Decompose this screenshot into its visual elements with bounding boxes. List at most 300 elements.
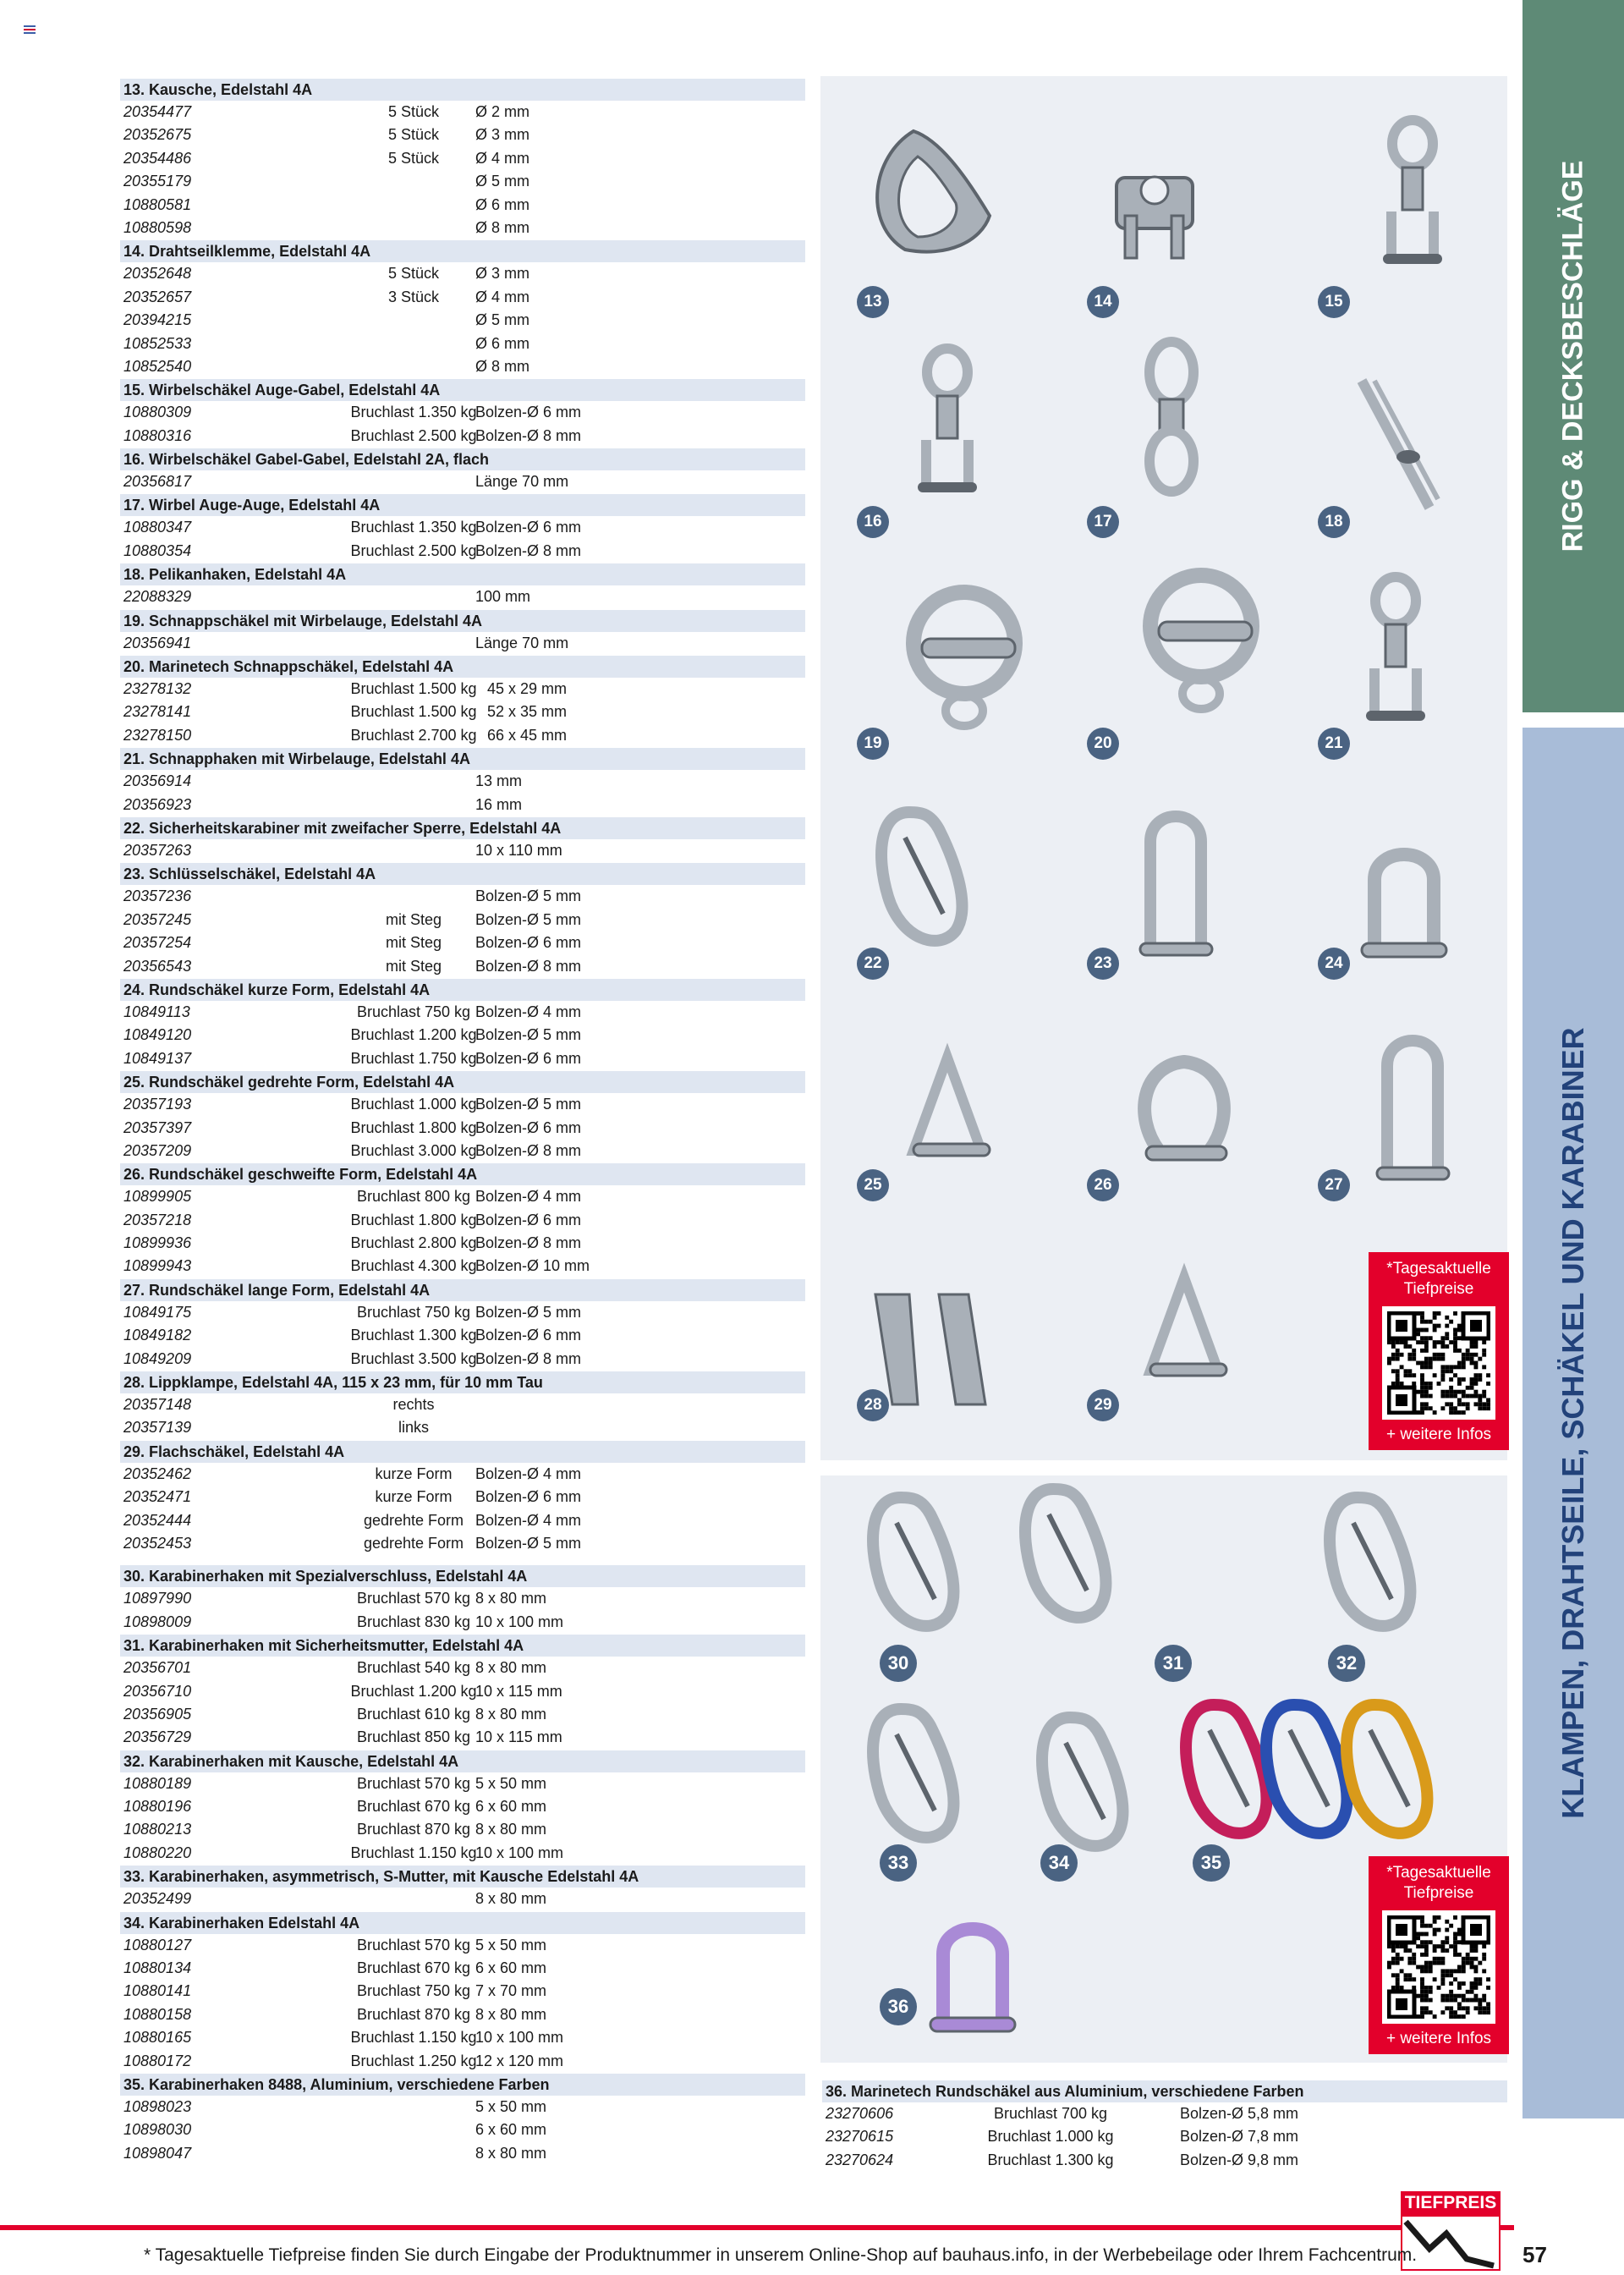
table-row (120, 1185, 805, 1208)
product-spec: 10 x 115 mm (475, 1682, 562, 1700)
product-spec: 10 x 115 mm (475, 1728, 562, 1746)
product-detail: Bruchlast 570 kg (356, 1774, 471, 1792)
item-number-badge: 34 (1040, 1844, 1078, 1882)
product-number: 10852533 (123, 334, 192, 352)
product-detail: rechts (392, 1396, 435, 1414)
product-spec: Ø 8 mm (475, 218, 530, 236)
table-row (120, 1348, 805, 1371)
product-detail: Bruchlast 830 kg (356, 1613, 471, 1630)
product-spec: Bolzen-Ø 6 mm (475, 1327, 582, 1344)
product-image-33 (863, 1701, 990, 1874)
product-number: 10880141 (123, 1982, 192, 2000)
product-spec: 45 x 29 mm (487, 680, 568, 698)
product-spec: 100 mm (475, 588, 531, 606)
product-spec: 8 x 80 mm (475, 1821, 547, 1838)
product-spec: Bolzen-Ø 4 mm (475, 1188, 582, 1206)
product-number: 20357254 (123, 934, 192, 952)
table-row (120, 170, 805, 193)
table-row (120, 1726, 805, 1749)
section-heading: 35. Karabinerhaken 8488, Aluminium, verschiedene Farben (120, 2074, 805, 2096)
product-spec: Ø 4 mm (475, 149, 530, 167)
item-number-badge: 18 (1318, 506, 1350, 538)
table-row (120, 1001, 805, 1024)
table-row (120, 1980, 805, 2003)
product-number: 20356941 (123, 634, 192, 651)
product-image-21 (1345, 575, 1455, 749)
product-spec: Ø 2 mm (475, 103, 530, 120)
section-heading: 36. Marinetech Rundschäkel aus Aluminium, verschiedene Farben (822, 2080, 1507, 2102)
table-row (120, 2003, 805, 2026)
table-row (120, 1232, 805, 1255)
product-number: 20355179 (123, 173, 192, 190)
product-number: 10880309 (123, 404, 192, 421)
product-number: 10849113 (123, 1003, 190, 1020)
section-heading: 24. Rundschäkel kurze Form, Edelstahl 4A (120, 979, 805, 1001)
item-number-badge: 25 (857, 1169, 889, 1201)
table-row (120, 1093, 805, 1116)
item-number-badge: 30 (880, 1645, 917, 1682)
product-number: 20357193 (123, 1096, 192, 1113)
table-row (120, 1024, 805, 1047)
product-image-19 (888, 575, 1032, 749)
product-number: 20357263 (123, 841, 192, 859)
product-number: 10880189 (123, 1774, 192, 1792)
product-number: 20357236 (123, 887, 192, 905)
product-detail: mit Steg (385, 957, 442, 975)
item-number-badge: 14 (1087, 286, 1119, 318)
table-row (120, 2096, 805, 2118)
product-number: 10880127 (123, 1936, 192, 1954)
product-spec: Bolzen-Ø 5 mm (475, 910, 582, 928)
product-spec: Bolzen-Ø 6 mm (475, 934, 582, 952)
product-number: 20352444 (123, 1511, 192, 1529)
product-detail: Bruchlast 1.150 kg (350, 1844, 477, 1861)
menu-icon[interactable] (24, 25, 36, 34)
product-spec: Bolzen-Ø 4 mm (475, 1464, 582, 1482)
table-row (120, 1463, 805, 1486)
section-heading: 23. Schlüsselschäkel, Edelstahl 4A (120, 863, 805, 885)
table-row (120, 309, 805, 332)
product-detail: Bruchlast 750 kg (356, 1982, 471, 2000)
product-detail: Bruchlast 1.500 kg (350, 680, 477, 698)
table-row (120, 1301, 805, 1324)
product-number: 10849182 (123, 1327, 192, 1344)
product-spec: Ø 3 mm (475, 265, 530, 283)
product-spec: Bolzen-Ø 8 mm (475, 1234, 582, 1252)
product-spec: Bolzen-Ø 8 mm (475, 426, 582, 444)
table-row (120, 355, 805, 378)
product-number: 20356729 (123, 1728, 192, 1746)
product-spec: Bolzen-Ø 5 mm (475, 1096, 582, 1113)
table-row (120, 1255, 805, 1278)
product-number: 23278141 (123, 703, 192, 721)
product-number: 10880158 (123, 2005, 192, 2023)
product-image-30 (863, 1489, 981, 1662)
product-spec: Bolzen-Ø 6 mm (475, 1049, 582, 1067)
item-number-badge: 24 (1318, 948, 1350, 980)
product-detail: gedrehte Form (363, 1511, 464, 1529)
qr-text-1: *Tagesaktuelle (1386, 1260, 1491, 1278)
product-number: 10849175 (123, 1303, 192, 1321)
product-detail: links (398, 1419, 429, 1437)
item-number-badge: 16 (857, 506, 889, 538)
product-spec: 10 x 100 mm (475, 2029, 564, 2047)
product-number: 10899943 (123, 1257, 192, 1275)
table-row (120, 217, 805, 239)
section-heading: 16. Wirbelschäkel Gabel-Gabel, Edelstahl 2A, flach (120, 448, 805, 470)
product-number: 10880165 (123, 2029, 192, 2047)
product-spec: Ø 6 mm (475, 195, 530, 213)
product-table (120, 78, 805, 2165)
product-spec: 6 x 60 mm (475, 2121, 547, 2139)
table-row (120, 1657, 805, 1679)
side-tab-label-klampen: KLAMPEN, DRAHTSEILE, SCHÄKEL UND KARABINER (1555, 1027, 1590, 1819)
product-number: 20356710 (123, 1682, 192, 1700)
product-image-15 (1362, 118, 1472, 317)
product-spec: Bolzen-Ø 8 mm (475, 1349, 582, 1367)
product-detail: Bruchlast 2.700 kg (350, 726, 477, 744)
product-detail: 5 Stück (387, 149, 440, 167)
product-spec: 10 x 100 mm (475, 1844, 564, 1861)
product-number: 20354486 (123, 149, 192, 167)
product-spec: Bolzen-Ø 4 mm (475, 1511, 582, 1529)
product-spec: 8 x 80 mm (475, 2005, 547, 2023)
product-image-36 (922, 1912, 1074, 2052)
tiefpreis-label: TIEFPREIS (1401, 2191, 1501, 2215)
qr-price-box-2[interactable] (1369, 1856, 1509, 2054)
item-number-badge: 28 (857, 1389, 889, 1421)
product-detail: kurze Form (375, 1488, 453, 1506)
product-detail: Bruchlast 1.000 kg (350, 1096, 477, 1113)
product-image-29 (1133, 1269, 1235, 1426)
section-heading: 27. Rundschäkel lange Form, Edelstahl 4A (120, 1279, 805, 1301)
table-row (120, 1703, 805, 1726)
product-image-25 (897, 1049, 1015, 1189)
product-spec: Bolzen-Ø 5 mm (475, 1026, 582, 1044)
product-number: 10898009 (123, 1613, 192, 1630)
product-number: 20352453 (123, 1534, 192, 1552)
product-spec: 5 x 50 mm (475, 1936, 547, 1954)
table-row (120, 885, 805, 908)
table-row (822, 2102, 1507, 2125)
product-number: 23278150 (123, 726, 192, 744)
table-row (822, 2149, 1507, 2172)
product-number: 10880598 (123, 218, 192, 236)
product-spec: Bolzen-Ø 8 mm (475, 1141, 582, 1159)
product-number: 20356923 (123, 795, 192, 813)
product-detail: mit Steg (385, 934, 442, 952)
product-number: 20356701 (123, 1659, 192, 1677)
product-detail: Bruchlast 3.000 kg (350, 1141, 477, 1159)
side-tab-klampen[interactable] (1522, 728, 1624, 2118)
table-row (120, 1324, 805, 1347)
section-heading: 31. Karabinerhaken mit Sicherheitsmutter, Edelstahl 4A (120, 1635, 805, 1657)
product-detail: Bruchlast 1.300 kg (987, 2151, 1114, 2168)
item-number-badge: 36 (880, 1988, 917, 2025)
product-spec: 8 x 80 mm (475, 1659, 547, 1677)
item-number-badge: 13 (857, 286, 889, 318)
product-spec: Ø 6 mm (475, 334, 530, 352)
product-spec: 8 x 80 mm (475, 1590, 547, 1607)
side-tab-label-rigg: RIGG & DECKSBESCHLÄGE (1556, 160, 1589, 552)
product-detail: Bruchlast 1.200 kg (350, 1026, 477, 1044)
product-detail: Bruchlast 1.350 kg (350, 519, 477, 536)
product-number: 10897990 (123, 1590, 192, 1607)
item-number-badge: 22 (857, 948, 889, 980)
product-detail: gedrehte Form (363, 1534, 464, 1552)
product-table-36 (822, 2080, 1507, 2172)
qr-text-2: Tiefpreise (1403, 1884, 1474, 1902)
product-detail: 5 Stück (387, 103, 440, 120)
table-row (120, 1888, 805, 1910)
table-row (120, 425, 805, 448)
product-image-22 (871, 804, 1015, 977)
qr-price-box-1[interactable] (1369, 1252, 1509, 1450)
product-detail: mit Steg (385, 910, 442, 928)
product-spec: 8 x 80 mm (475, 1890, 547, 1908)
product-image-32 (1320, 1489, 1446, 1671)
product-number: 10880220 (123, 1844, 192, 1861)
side-tab-rigg[interactable] (1522, 0, 1624, 712)
product-number: 10898047 (123, 2144, 192, 2162)
item-number-badge: 20 (1087, 728, 1119, 760)
table-row (120, 839, 805, 862)
table-row (120, 1818, 805, 1841)
product-spec: 8 x 80 mm (475, 1705, 547, 1723)
section-heading: 21. Schnapphaken mit Wirbelauge, Edelstahl 4A (120, 748, 805, 770)
table-row (120, 262, 805, 285)
product-spec: Länge 70 mm (475, 473, 569, 491)
product-image-16 (897, 347, 1007, 537)
qr-code-icon (1382, 1306, 1495, 1420)
product-spec: 6 x 60 mm (475, 1959, 547, 1977)
product-number: 23270624 (826, 2151, 894, 2168)
product-number: 10899936 (123, 1234, 192, 1252)
product-detail: Bruchlast 870 kg (356, 2005, 471, 2023)
product-spec: 16 mm (475, 795, 523, 813)
product-spec: Länge 70 mm (475, 634, 569, 651)
section-heading: 19. Schnappschäkel mit Wirbelauge, Edelstahl 4A (120, 610, 805, 632)
product-number: 20357148 (123, 1396, 192, 1414)
product-spec: 5 x 50 mm (475, 1774, 547, 1792)
product-detail: Bruchlast 3.500 kg (350, 1349, 477, 1367)
product-detail: Bruchlast 1.000 kg (987, 2128, 1114, 2146)
table-row (120, 332, 805, 355)
table-row (120, 1587, 805, 1610)
section-heading: 33. Karabinerhaken, asymmetrisch, S-Mutter, mit Kausche Edelstahl 4A (120, 1866, 805, 1888)
product-detail: Bruchlast 670 kg (356, 1959, 471, 1977)
product-number: 20356543 (123, 957, 192, 975)
section-heading: 20. Marinetech Schnappschäkel, Edelstahl 4A (120, 656, 805, 678)
product-number: 20357209 (123, 1141, 192, 1159)
table-row (120, 401, 805, 424)
product-spec: Bolzen-Ø 6 mm (475, 1488, 582, 1506)
product-spec: Bolzen-Ø 5 mm (475, 1303, 582, 1321)
product-detail: Bruchlast 750 kg (356, 1303, 471, 1321)
table-row (120, 1532, 805, 1555)
product-detail: Bruchlast 1.150 kg (350, 2029, 477, 2047)
product-spec: Ø 8 mm (475, 357, 530, 375)
section-heading: 22. Sicherheitskarabiner mit zweifacher Sperre, Edelstahl 4A (120, 817, 805, 839)
product-spec: Ø 5 mm (475, 173, 530, 190)
table-row (120, 1509, 805, 1532)
product-number: 10880354 (123, 541, 192, 559)
product-detail: Bruchlast 1.200 kg (350, 1682, 477, 1700)
item-number-badge: 19 (857, 728, 889, 760)
table-row (120, 2118, 805, 2141)
table-row (120, 678, 805, 701)
product-number: 10849209 (123, 1349, 192, 1367)
product-detail: Bruchlast 610 kg (356, 1705, 471, 1723)
product-image-20 (1125, 558, 1294, 740)
item-number-badge: 26 (1087, 1169, 1119, 1201)
product-detail: Bruchlast 1.750 kg (350, 1049, 477, 1067)
product-spec: 8 x 80 mm (475, 2144, 547, 2162)
footer-note: * Tagesaktuelle Tiefpreise finden Sie durch Eingabe der Produktnummer in unserem Online-Shop auf bauhaus.info, in der Werbebeilage oder Ihrem Fachcentrum. (144, 2245, 1418, 2265)
section-heading: 15. Wirbelschäkel Auge-Gabel, Edelstahl 4A (120, 379, 805, 401)
product-spec: Bolzen-Ø 7,8 mm (1180, 2128, 1299, 2146)
table-row (120, 1486, 805, 1508)
table-row (120, 470, 805, 493)
product-spec: Bolzen-Ø 5 mm (475, 1534, 582, 1552)
product-detail: Bruchlast 850 kg (356, 1728, 471, 1746)
product-detail: 5 Stück (387, 265, 440, 283)
product-image-24 (1353, 838, 1463, 969)
product-image-26 (1133, 1049, 1243, 1189)
table-row (120, 955, 805, 978)
product-number: 20352499 (123, 1890, 192, 1908)
product-number: 23278132 (123, 680, 192, 698)
product-spec: Bolzen-Ø 5 mm (475, 887, 582, 905)
product-number: 10898023 (123, 2098, 192, 2115)
product-number: 22088329 (123, 588, 192, 606)
section-heading: 18. Pelikanhaken, Edelstahl 4A (120, 563, 805, 585)
table-row (120, 1842, 805, 1865)
product-image-17 (1121, 338, 1231, 537)
section-heading: 13. Kausche, Edelstahl 4A (120, 79, 805, 101)
product-number: 20352675 (123, 126, 192, 144)
qr-more-info[interactable]: + weitere Infos (1385, 1426, 1492, 1443)
section-heading: 25. Rundschäkel gedrehte Form, Edelstahl 4A (120, 1071, 805, 1093)
qr-text-2: Tiefpreise (1403, 1280, 1474, 1298)
qr-more-info[interactable]: + weitere Infos (1385, 2030, 1492, 2047)
product-number: 20357397 (123, 1118, 192, 1136)
product-detail: Bruchlast 750 kg (356, 1003, 471, 1020)
product-spec: Bolzen-Ø 6 mm (475, 404, 582, 421)
product-number: 20357245 (123, 910, 192, 928)
product-spec: Bolzen-Ø 6 mm (475, 519, 582, 536)
table-row (120, 124, 805, 146)
product-number: 20354477 (123, 103, 192, 120)
table-row (822, 2125, 1507, 2148)
product-detail: Bruchlast 2.800 kg (350, 1234, 477, 1252)
product-detail: Bruchlast 1.250 kg (350, 2052, 477, 2069)
table-row (120, 2050, 805, 2073)
product-number: 10898030 (123, 2121, 192, 2139)
table-row (120, 147, 805, 170)
table-row (120, 286, 805, 309)
product-number: 20352471 (123, 1488, 192, 1506)
table-row (120, 909, 805, 931)
table-row (120, 794, 805, 816)
product-spec: 10 x 110 mm (475, 841, 562, 859)
product-number: 10880347 (123, 519, 192, 536)
product-spec: Ø 5 mm (475, 311, 530, 329)
item-number-badge: 35 (1193, 1844, 1230, 1882)
product-detail: Bruchlast 1.800 kg (350, 1211, 477, 1228)
product-detail: Bruchlast 570 kg (356, 1936, 471, 1954)
product-spec: Bolzen-Ø 4 mm (475, 1003, 582, 1020)
section-heading: 14. Drahtseilklemme, Edelstahl 4A (120, 240, 805, 262)
table-row (120, 2026, 805, 2049)
product-number: 20394215 (123, 311, 192, 329)
table-row (120, 1611, 805, 1634)
product-number: 10880213 (123, 1821, 192, 1838)
product-image-18 (1336, 364, 1463, 537)
item-number-badge: 17 (1087, 506, 1119, 538)
product-number: 20357218 (123, 1211, 192, 1228)
product-spec: 52 x 35 mm (487, 703, 568, 721)
item-number-badge: 27 (1318, 1169, 1350, 1201)
product-number: 10849137 (123, 1049, 192, 1067)
product-detail: kurze Form (375, 1464, 453, 1482)
product-image-14 (1091, 135, 1235, 275)
product-spec: Bolzen-Ø 6 mm (475, 1118, 582, 1136)
table-row (120, 1047, 805, 1070)
product-spec: Ø 3 mm (475, 126, 530, 144)
product-spec: Bolzen-Ø 9,8 mm (1180, 2151, 1299, 2168)
table-row (120, 1416, 805, 1439)
product-detail: Bruchlast 1.800 kg (350, 1118, 477, 1136)
table-row (120, 931, 805, 954)
table-row (120, 1957, 805, 1980)
product-number: 10852540 (123, 357, 192, 375)
product-spec: 10 x 100 mm (475, 1613, 564, 1630)
table-row (120, 1117, 805, 1140)
product-number: 20352462 (123, 1464, 192, 1482)
product-detail: Bruchlast 1.500 kg (350, 703, 477, 721)
product-number: 10880172 (123, 2052, 192, 2069)
product-spec: 13 mm (475, 772, 523, 790)
product-detail: Bruchlast 1.300 kg (350, 1327, 477, 1344)
table-row (120, 1680, 805, 1703)
product-image-27 (1362, 1032, 1463, 1206)
section-heading: 32. Karabinerhaken mit Kausche, Edelstahl 4A (120, 1750, 805, 1772)
footer-divider (0, 2225, 1514, 2230)
table-row (120, 1393, 805, 1416)
table-row (120, 770, 805, 793)
product-detail: Bruchlast 4.300 kg (350, 1257, 477, 1275)
section-heading: 34. Karabinerhaken Edelstahl 4A (120, 1912, 805, 1934)
section-heading: 30. Karabinerhaken mit Spezialverschluss, Edelstahl 4A (120, 1565, 805, 1587)
product-detail: Bruchlast 2.500 kg (350, 541, 477, 559)
item-number-badge: 31 (1155, 1645, 1192, 1682)
product-spec: Bolzen-Ø 5,8 mm (1180, 2105, 1299, 2122)
item-number-badge: 29 (1087, 1389, 1119, 1421)
qr-text-1: *Tagesaktuelle (1386, 1864, 1491, 1882)
item-number-badge: 32 (1328, 1645, 1365, 1682)
table-row (120, 516, 805, 539)
product-number: 10880196 (123, 1798, 192, 1816)
product-spec: Bolzen-Ø 8 mm (475, 957, 582, 975)
table-row (120, 1795, 805, 1818)
table-row (120, 1772, 805, 1795)
item-number-badge: 23 (1087, 948, 1119, 980)
product-detail: Bruchlast 800 kg (356, 1188, 471, 1206)
product-number: 20356817 (123, 473, 192, 491)
product-image-13 (854, 123, 1032, 296)
qr-code-icon (1382, 1910, 1495, 2024)
